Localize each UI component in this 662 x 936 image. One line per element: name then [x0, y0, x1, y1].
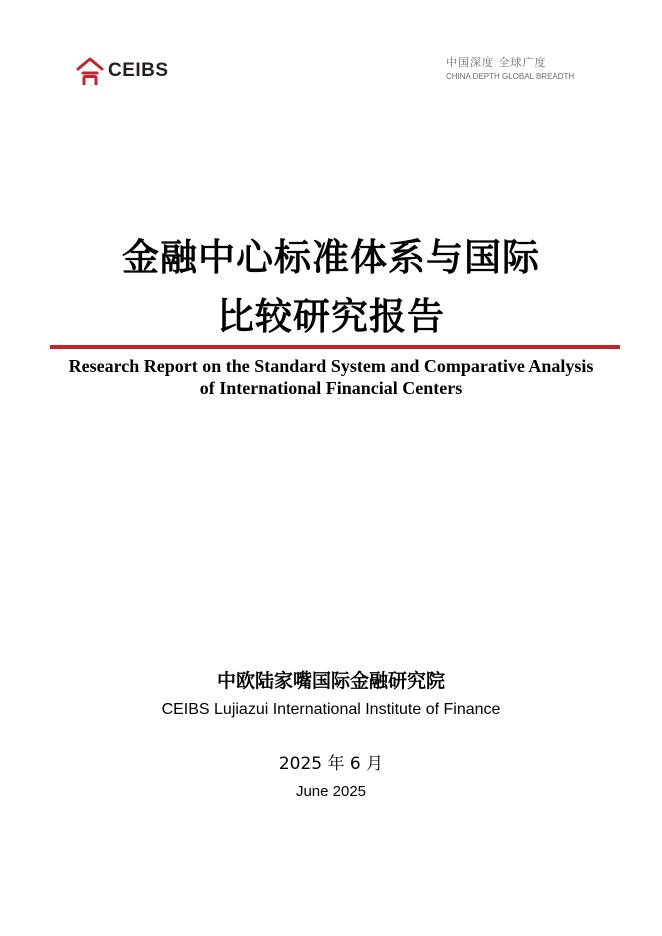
title-chinese-line-2: 比较研究报告: [217, 295, 445, 338]
institution-chinese: 中欧陆家嘴国际金融研究院: [216, 670, 445, 692]
title-english-line-1: Research Report on the Standard System and Comparative Analysis: [68, 356, 594, 376]
tagline-chinese: 中国深度 全球广度: [446, 56, 547, 69]
tagline-english: CHINA DEPTH GLOBAL BREADTH: [446, 72, 575, 81]
date-english: June 2025: [295, 783, 367, 800]
title-english-line-2: of International Financial Centers: [199, 378, 463, 398]
ceibs-arch-icon: [76, 56, 104, 86]
tagline: [446, 55, 606, 82]
date-chinese: 2025 年 6 月: [278, 754, 384, 774]
logo-text: CEIBS: [108, 60, 169, 81]
ceibs-logo: [76, 56, 169, 86]
institution-english: CEIBS Lujiazui International Institute of Finance: [161, 701, 501, 718]
title-chinese-line-1: 金融中心标准体系与国际: [122, 236, 540, 279]
title-divider: [50, 345, 620, 349]
